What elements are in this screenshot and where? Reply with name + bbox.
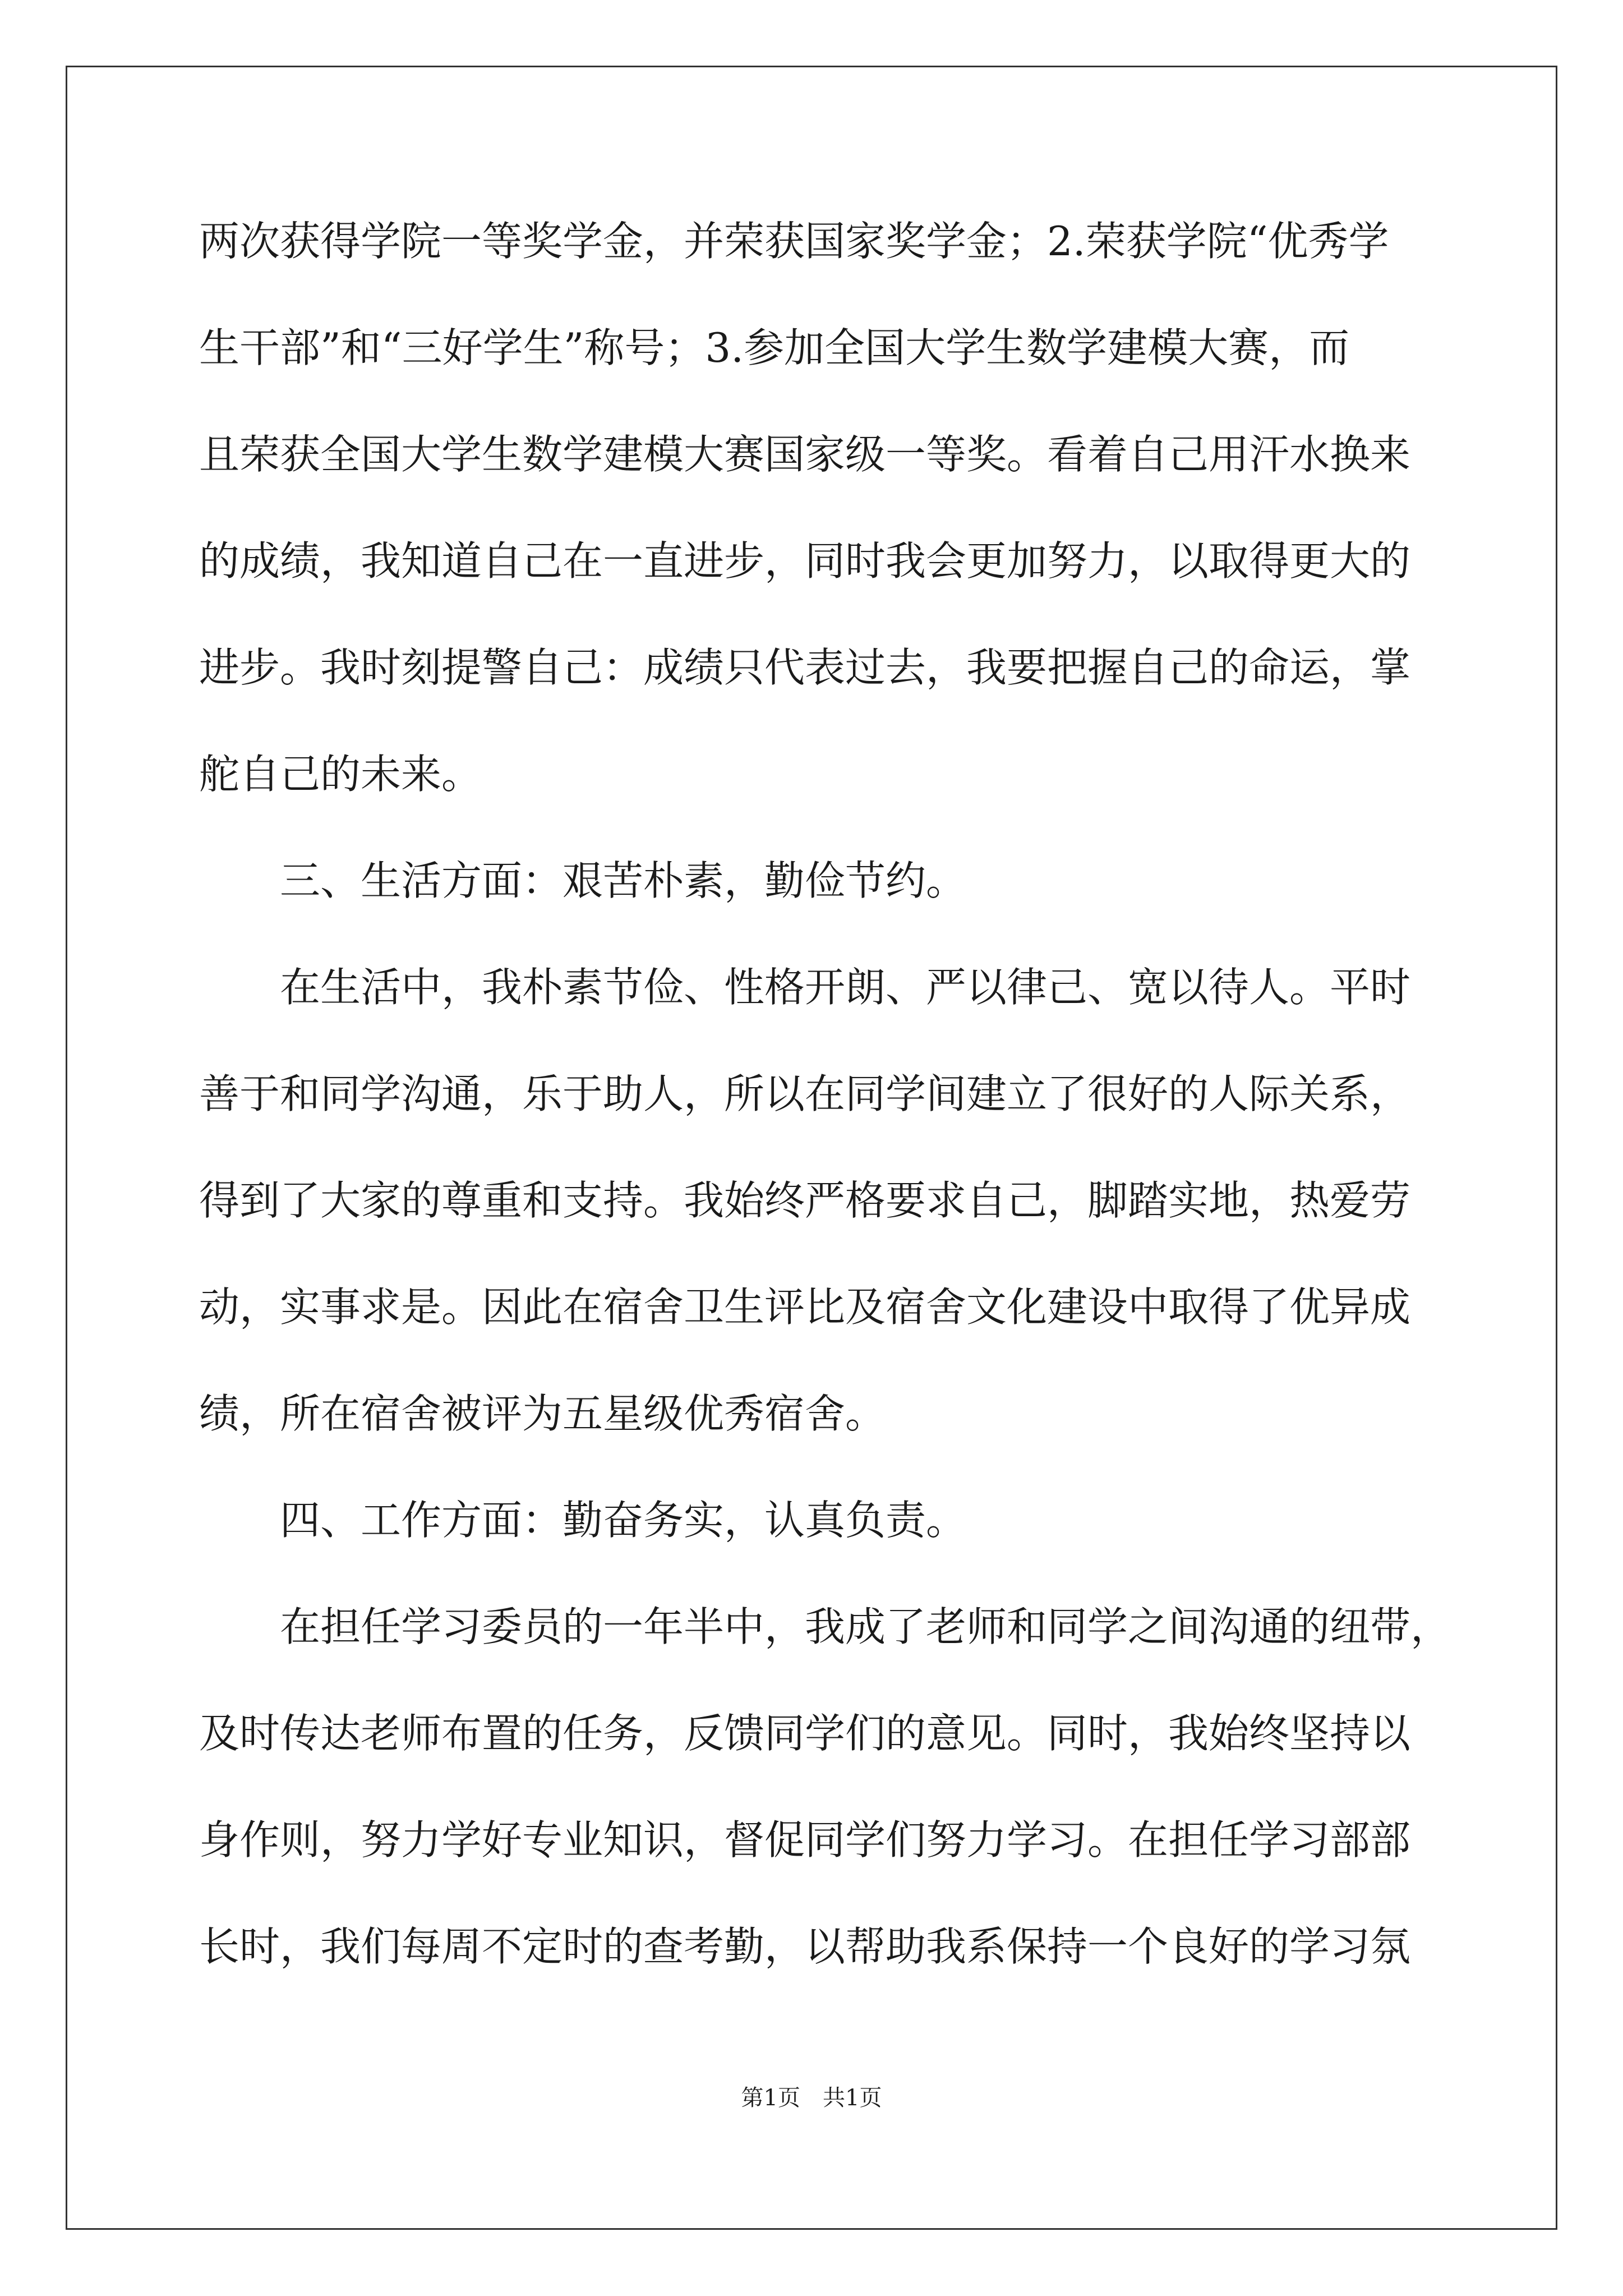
text-line: 及时传达老师布置的任务，反馈同学们的意见。同时，我始终坚持以 xyxy=(199,1710,1411,1757)
text-line: 在担任学习委员的一年半中，我成了老师和同学之间沟通的纽带， xyxy=(199,1603,1451,1650)
text-line: 身作则，努力学好专业知识，督促同学们努力学习。在担任学习部部 xyxy=(199,1816,1411,1864)
section-heading-3: 三、生活方面：艰苦朴素，勤俭节约。 xyxy=(199,857,967,904)
text-line: 进步。我时刻提警自己：成绩只代表过去，我要把握自己的命运，掌 xyxy=(199,644,1411,691)
text-line: 动，实事求是。因此在宿舍卫生评比及宿舍文化建设中取得了优异成 xyxy=(199,1283,1411,1331)
text-line: 且荣获全国大学生数学建模大赛国家级一等奖。看着自己用汗水换来 xyxy=(199,431,1411,478)
document-body xyxy=(199,188,1451,2000)
text-line: 绩，所在宿舍被评为五星级优秀宿舍。 xyxy=(199,1390,886,1437)
text-line: 舵自己的未来。 xyxy=(199,751,482,798)
text-line: 得到了大家的尊重和支持。我始终严格要求自己，脚踏实地，热爱劳 xyxy=(199,1177,1411,1224)
text-line: 善于和同学沟通，乐于助人，所以在同学间建立了很好的人际关系， xyxy=(199,1070,1411,1117)
page-number: 第1页 共1页 xyxy=(741,2085,882,2111)
text-line: 长时，我们每周不定时的查考勤，以帮助我系保持一个良好的学习氛 xyxy=(199,1923,1411,1970)
text-line: 在生活中，我朴素节俭、性格开朗、严以律己、宽以待人。平时 xyxy=(199,964,1411,1011)
text-line: 生干部”和“三好学生”称号；3.参加全国大学生数学建模大赛，而 xyxy=(199,324,1350,371)
text-line: 的成绩，我知道自己在一直进步，同时我会更加努力，以取得更大的 xyxy=(199,537,1411,585)
text-line: 两次获得学院一等奖学金，并荣获国家奖学金；2.荣获学院“优秀学 xyxy=(199,218,1389,265)
section-heading-4: 四、工作方面：勤奋务实，认真负责。 xyxy=(199,1497,967,1544)
